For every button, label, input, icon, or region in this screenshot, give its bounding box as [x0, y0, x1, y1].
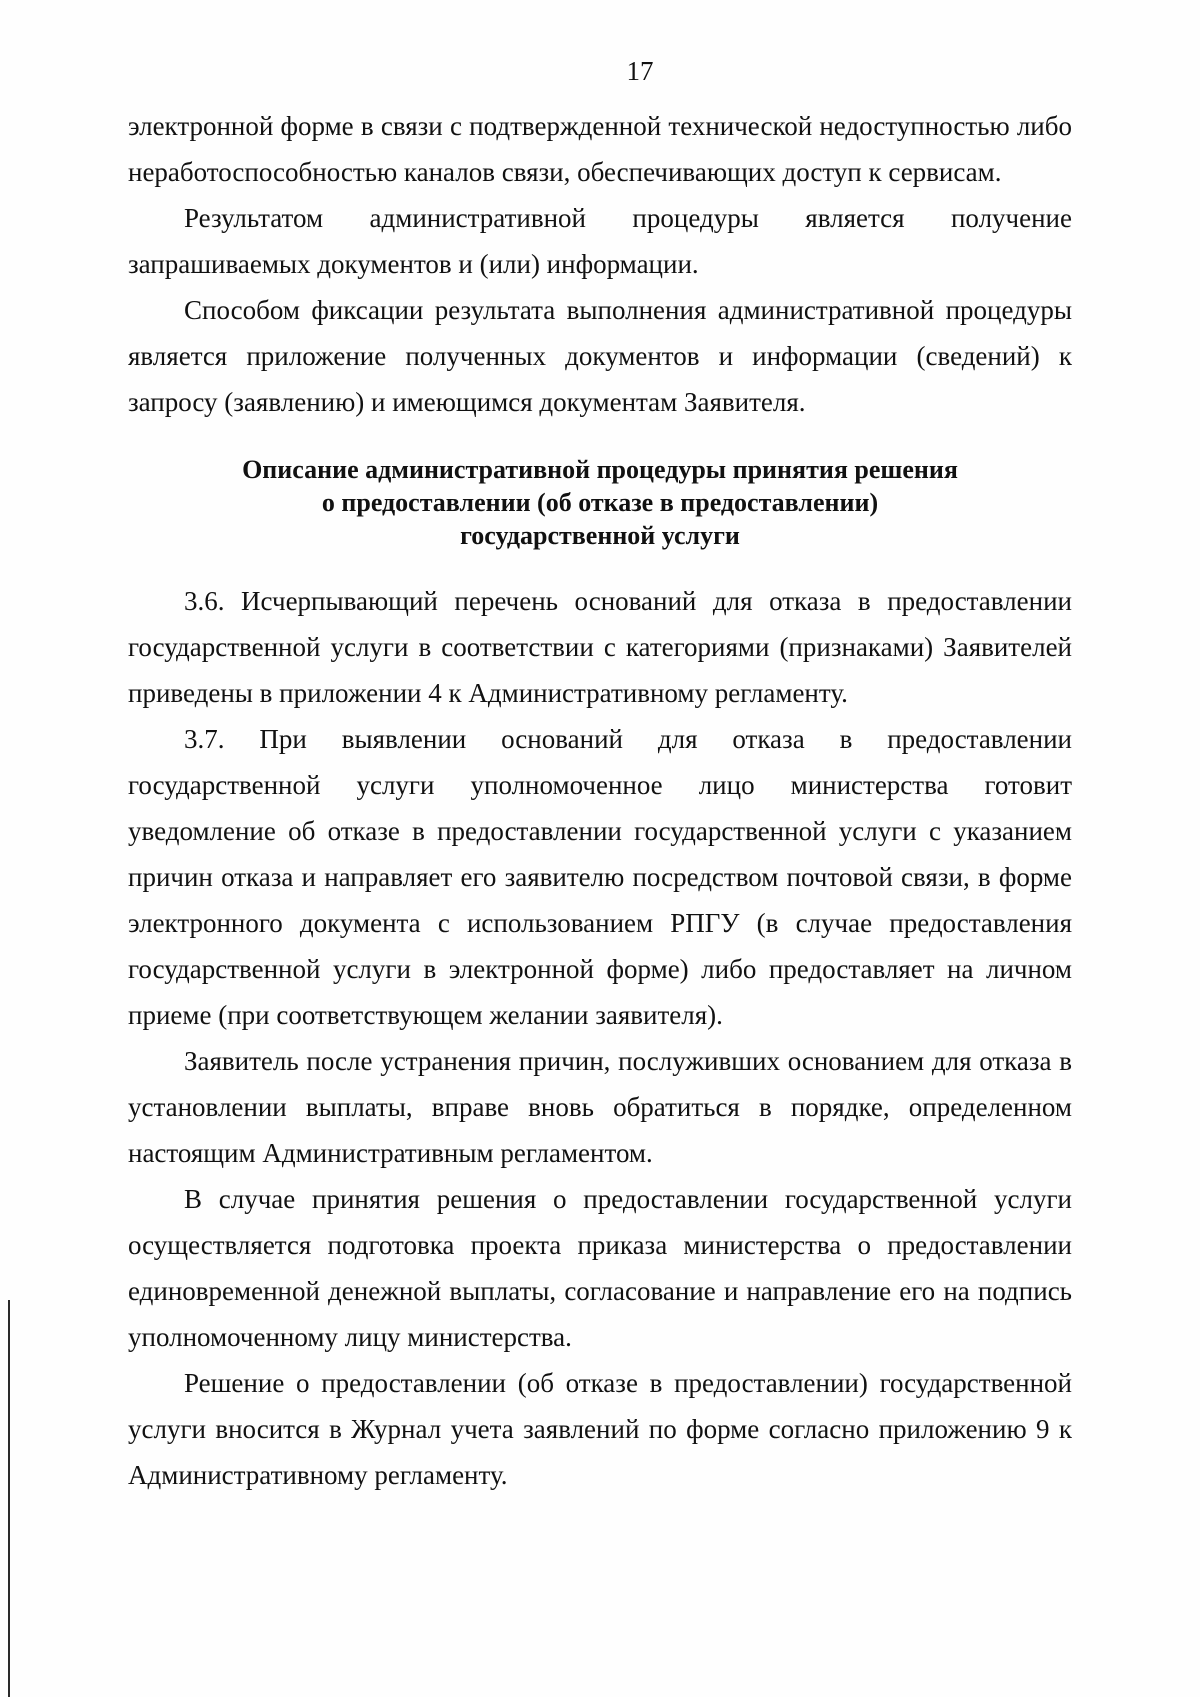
section-heading-line-1: Описание административной процедуры принятия решения: [242, 455, 958, 484]
scan-margin-line: [8, 1300, 10, 1697]
paragraph-3-6: 3.6. Исчерпывающий перечень оснований для отказа в предоставлении государственной услуги в соответствии с категориями (признаками) Заявителей приведены в приложении 4 к Административному регламенту.: [128, 586, 1072, 708]
paragraph-3-7: 3.7. При выявлении оснований для отказа в предоставлении государственной услуги уполномоченное лицо министерства готовит уведомление об отказе в предоставлении государственной услуги с указанием причин отказа и направляет его заявителю посредством почтовой связи, в форме электронного документа с использованием РПГУ (в случае предоставления государственной услуги в электронной форме) либо предоставляет на личном приеме (при соответствующем желании заявителя).: [128, 724, 1072, 1030]
page-number: 17: [626, 56, 654, 86]
paragraph-continuation: электронной форме в связи с подтвержденной технической недоступностью либо неработоспособностью каналов связи, обеспечивающих доступ к сервисам.: [128, 111, 1072, 187]
paragraph-journal-entry: Решение о предоставлении (об отказе в предоставлении) государственной услуги вносится в Журнал учета заявлений по форме согласно приложению 9 к Административному регламенту.: [128, 1368, 1072, 1490]
paragraph-result: Результатом административной процедуры является получение запрашиваемых документов и (или) информации.: [128, 203, 1072, 279]
document-body: [128, 103, 1072, 1498]
section-heading-line-2: о предоставлении (об отказе в предоставлении): [321, 488, 879, 517]
section-heading-line-3: государственной услуги: [460, 521, 740, 550]
section-heading: [128, 453, 1072, 552]
paragraph-approval-case: В случае принятия решения о предоставлении государственной услуги осуществляется подготовка проекта приказа министерства о предоставлении единовременной денежной выплаты, согласование и направление его на подпись уполномоченному лицу министерства.: [128, 1184, 1072, 1352]
paragraph-reapply: Заявитель после устранения причин, послуживших основанием для отказа в установлении выплаты, вправе вновь обратиться в порядке, определенном настоящим Административным регламентом.: [128, 1046, 1072, 1168]
paragraph-fixation-method: Способом фиксации результата выполнения административной процедуры является приложение полученных документов и информации (сведений) к запросу (заявлению) и имеющимся документам Заявителя.: [128, 295, 1072, 417]
